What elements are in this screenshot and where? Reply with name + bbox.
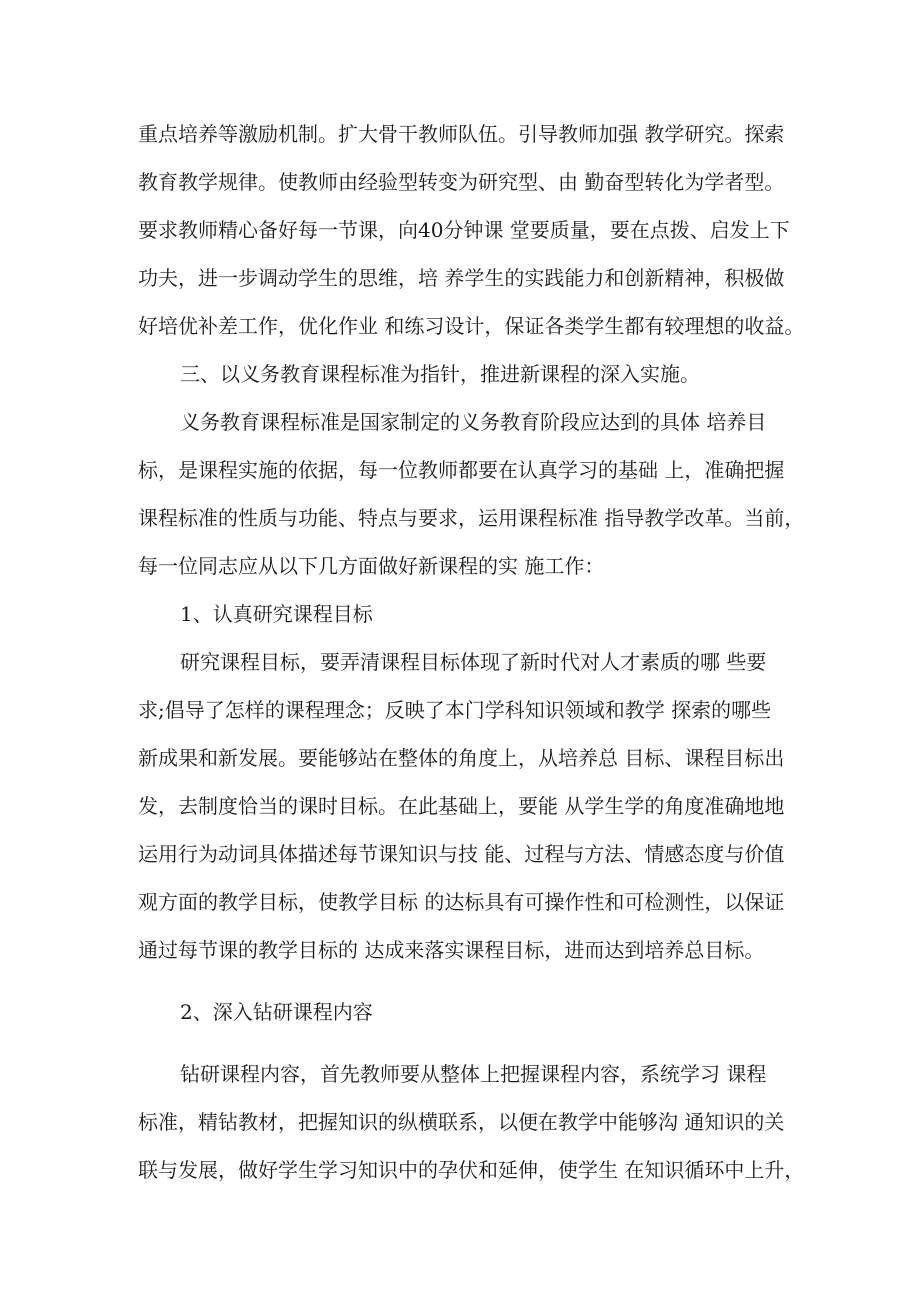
paragraph-curriculum-goals (138, 638, 788, 974)
text-line: 要求教师精心备好每一节课，向40分钟课 堂要质量，要在点拨、启发上下 (138, 218, 790, 242)
text-line: 求;倡导了怎样的课程理念；反映了本门学科知识领域和教学 探索的哪些 (138, 698, 772, 722)
text-line: 联与发展，做好学生学习知识中的孕伏和延伸，使学生 在知识循环中上升， (138, 1158, 805, 1182)
item-heading-2: 2、深入钻研课程内容 (180, 1000, 373, 1024)
text-line: 运用行为动词具体描述每节课知识与技 能、过程与方法、情感态度与价值 (138, 842, 785, 866)
text-line: 重点培养等激励机制。扩大骨干教师队伍。引导教师加强 教学研究。探索 (138, 122, 785, 146)
paragraph-curriculum-standard (138, 398, 805, 590)
text-line: 好培优补差工作，优化作业 和练习设计，保证各类学生都有较理想的收益。 (138, 314, 805, 338)
text-line: 通过每节课的教学目标的 达成来落实课程目标，进而达到培养总目标。 (138, 938, 765, 962)
paragraph-curriculum-content (138, 1050, 805, 1194)
text-line: 课程标准的性质与功能、特点与要求，运用课程标准 指导教学改革。当前， (138, 506, 805, 530)
text-line: 标准，精钻教材，把握知识的纵横联系，以便在教学中能够沟 通知识的关 (138, 1110, 785, 1134)
text-line: 新成果和新发展。要能够站在整体的角度上，从培养总 目标、课程目标出 (138, 746, 785, 770)
text-line: 发，去制度恰当的课时目标。在此基础上，要能 从学生学的角度准确地地 (138, 794, 785, 818)
section-heading-3: 三、以义务教育课程标准为指针，推进新课程的深入实施。 (180, 362, 700, 386)
text-line: 教育教学规律。使教师由经验型转变为研究型、由 勤奋型转化为学者型。 (138, 170, 785, 194)
text-line: 每一位同志应从以下几方面做好新课程的实 施工作： (138, 554, 605, 578)
text-line: 观方面的教学目标，使教学目标 的达标具有可操作性和可检测性，以保证 (138, 890, 785, 914)
item-heading-1: 1、认真研究课程目标 (180, 602, 373, 626)
document-body (138, 110, 805, 1194)
text-line: 研究课程目标，要弄清课程目标体现了新时代对人才素质的哪 些要 (180, 650, 767, 674)
text-line: 钻研课程内容，首先教师要从整体上把握课程内容，系统学习 课程 (180, 1062, 767, 1086)
text-line: 标，是课程实施的依据，每一位教师都要在认真学习的基础 上，准确把握 (138, 458, 785, 482)
text-line: 功夫，进一步调动学生的思维，培 养学生的实践能力和创新精神，积极做 (138, 266, 785, 290)
text-line: 义务教育课程标准是国家制定的义务教育阶段应达到的具体 培养目 (180, 410, 767, 434)
paragraph-incentive-mechanism (138, 110, 805, 350)
